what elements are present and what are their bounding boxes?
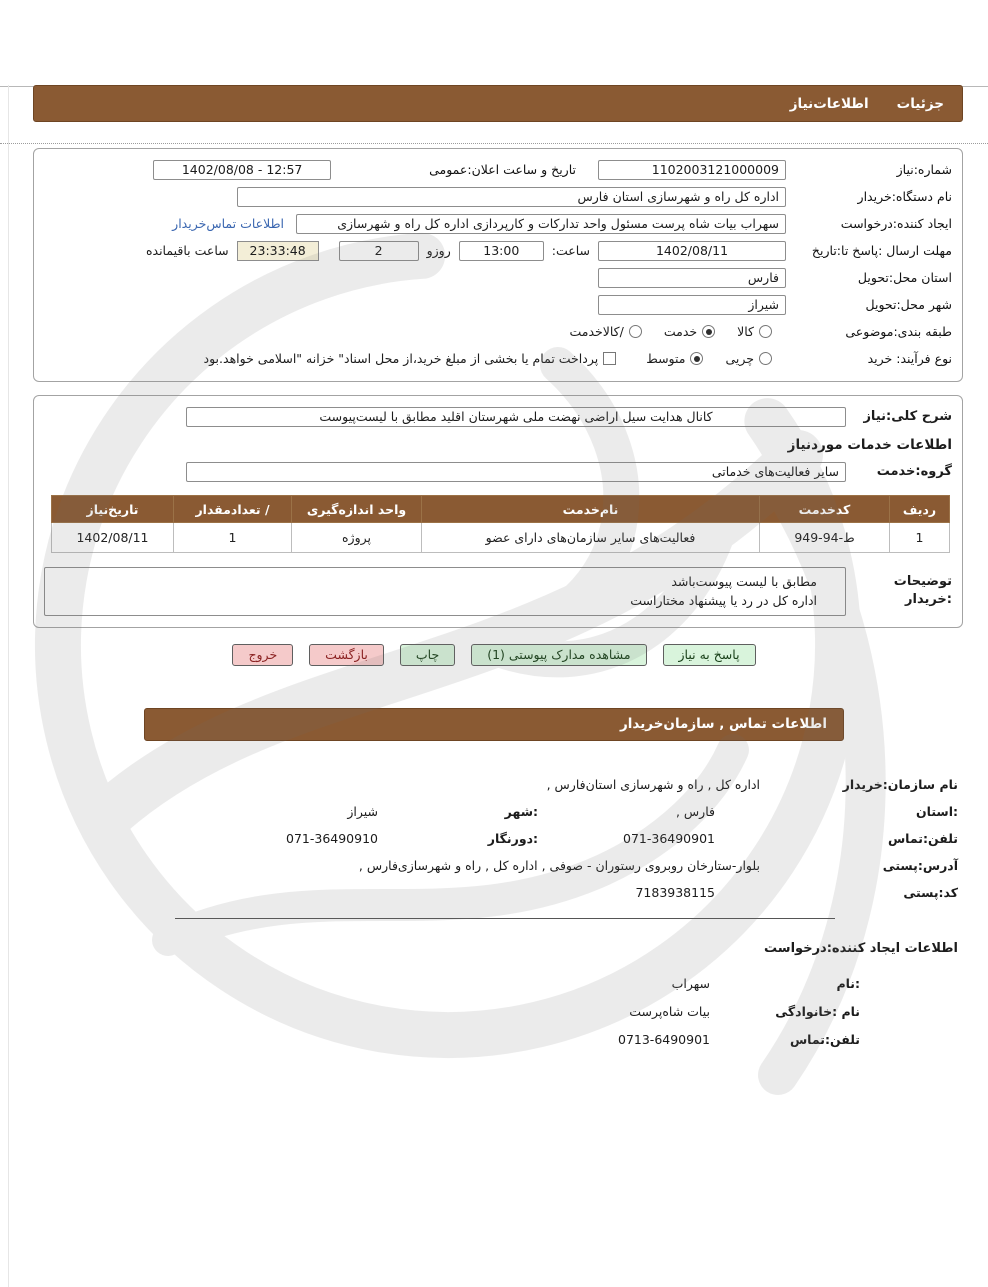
buyer-notes-row — [44, 567, 952, 616]
address-value: بلوار-ستارخان روبروی رستوران - صوفی , اداره کل , راه و شهرسازی‌فارس , — [358, 857, 760, 873]
header-bar — [33, 85, 963, 122]
org-name-label: نام سازمان:خریدار — [842, 776, 958, 792]
request-creator-row — [44, 212, 952, 235]
need-number-row — [44, 158, 952, 181]
buyer-org-field[interactable]: اداره کل راه و شهرسازی استان فارس — [237, 187, 786, 207]
buyer-contact-link[interactable]: اطلاعات تماس‌خریدار — [172, 216, 284, 231]
delivery-province-label: استان محل:تحویل — [857, 270, 952, 285]
col-need-date: تاریخ‌نیاز — [52, 496, 174, 523]
address-label: آدرس:پستی — [882, 857, 958, 873]
radio-option-service[interactable] — [664, 324, 715, 339]
goods-service-radio-icon[interactable] — [629, 325, 642, 338]
treasury-checkbox-label: پرداخت تمام یا بخشی از مبلغ خرید،از محل اسناد" خزانه "اسلامی خواهد.بود — [203, 351, 599, 366]
col-service-code: کدخدمت — [760, 496, 890, 523]
phone-label: تلفن:تماس — [887, 830, 958, 846]
col-row-number: ردیف — [890, 496, 950, 523]
days-label: روزو — [426, 243, 451, 258]
creator-family-value: بیات شاه‌پرست — [629, 1003, 710, 1019]
cell-row-number: 1 — [890, 523, 950, 553]
medium-radio-icon[interactable] — [690, 352, 703, 365]
request-creator-label: ایجاد کننده:درخواست — [840, 216, 952, 231]
fax-value: 071-36490910 — [286, 830, 378, 846]
tab-details[interactable]: جزئیات — [896, 95, 944, 112]
hour-label: ساعت: — [551, 243, 590, 258]
creator-section-heading: اطلاعات ایجاد کننده:درخواست — [764, 940, 958, 956]
need-detail-panel — [33, 395, 963, 628]
need-description-field[interactable]: کانال هدایت سیل اراضی نهضت ملی شهرستان اقلید مطابق با لیست‌پیوست — [186, 407, 846, 427]
need-summary-panel — [33, 148, 963, 382]
days-field[interactable]: 2 — [339, 241, 419, 261]
creator-name-label: :نام — [836, 975, 860, 991]
phone-fax-row — [0, 825, 958, 852]
action-buttons — [0, 644, 988, 666]
cell-service-name: فعالیت‌های سایر سازمان‌های دارای عضو — [422, 523, 760, 553]
buyer-notes-line1: مطابق با لیست پیوست‌باشد — [671, 574, 817, 589]
exit-button[interactable]: خروج — [232, 644, 293, 666]
goods-radio-icon[interactable] — [759, 325, 772, 338]
service-radio-icon[interactable] — [702, 325, 715, 338]
cell-need-date: 1402/08/11 — [52, 523, 174, 553]
buyer-org-row — [44, 185, 952, 208]
city-value: شیراز — [347, 803, 378, 819]
city-label: :شهر — [504, 803, 538, 819]
province-city-row — [0, 798, 958, 825]
tab-need-info[interactable]: اطلاعات‌نیاز — [789, 95, 869, 112]
address-row — [0, 852, 958, 879]
services-table-row — [52, 523, 950, 553]
postal-code-label: کد:پستی — [903, 884, 958, 900]
need-number-field[interactable]: 1102003121000009 — [598, 160, 786, 180]
request-creator-field[interactable]: سهراب بیات شاه پرست مسئول واحد تدارکات و کارپردازی اداره کل راه و شهرسازی — [296, 214, 786, 234]
creator-name-row — [0, 970, 958, 997]
creator-name-value: سهراب — [671, 975, 710, 991]
delivery-city-field[interactable]: شیراز — [598, 295, 786, 315]
section-divider — [175, 918, 835, 919]
col-service-name: نام‌خدمت — [422, 496, 760, 523]
delivery-province-field[interactable]: فارس — [598, 268, 786, 288]
org-name-row — [0, 771, 958, 798]
cell-unit: پروژه — [292, 523, 422, 553]
radio-option-medium[interactable] — [646, 351, 703, 366]
service-group-label: گروه:خدمت — [876, 464, 952, 479]
buyer-contact-header-title: اطلاعات تماس , سازمان‌خریدار — [620, 716, 827, 733]
request-creator-section — [0, 941, 988, 1053]
announce-datetime-field[interactable]: 1402/08/08 - 12:57 — [153, 160, 331, 180]
buyer-org-label: نام دستگاه:خریدار — [857, 189, 952, 204]
services-table — [51, 495, 950, 553]
service-group-field[interactable]: سایر فعالیت‌های خدماتی — [186, 462, 846, 482]
creator-phone-value: 0713-6490901 — [618, 1031, 710, 1047]
service-radio-label: خدمت — [663, 324, 698, 339]
services-table-header-row — [52, 496, 950, 523]
treasury-checkbox-icon[interactable] — [603, 352, 616, 365]
need-description-row — [44, 405, 952, 428]
view-attachments-button[interactable]: مشاهده مدارک پیوستی (1) — [471, 644, 646, 666]
print-button[interactable]: چاپ — [400, 644, 455, 666]
back-button[interactable]: بازگشت — [309, 644, 384, 666]
deadline-label: مهلت ارسال :پاسخ تا:تاریخ — [811, 243, 952, 258]
category-label: طبقه بندی:موضوعی — [845, 324, 952, 339]
respond-button[interactable]: پاسخ به نیاز — [663, 644, 756, 666]
buyer-notes-line2: اداره کل در رد یا پیشنهاد مختاراست — [630, 593, 817, 609]
need-number-label: شماره:نیاز — [896, 162, 952, 177]
creator-family-row — [0, 998, 958, 1025]
radio-option-goods-service[interactable] — [569, 324, 641, 339]
services-heading: اطلاعات خدمات موردنیاز — [787, 437, 952, 453]
org-name-value: اداره کل , راه و شهرسازی استان‌فارس , — [546, 776, 760, 792]
buyer-contact-header — [144, 708, 844, 741]
col-quantity: / تعدادمقدار — [174, 496, 292, 523]
remaining-countdown: 23:33:48 — [237, 241, 319, 261]
delivery-province-row — [44, 266, 952, 289]
process-type-row — [44, 347, 952, 370]
deadline-date-field[interactable]: 1402/08/11 — [598, 241, 786, 261]
treasury-checkbox-option[interactable] — [204, 351, 617, 366]
radio-option-goods[interactable] — [737, 324, 772, 339]
minor-radio-label: چریی — [725, 351, 754, 366]
delivery-city-label: شهر محل:تحویل — [865, 297, 952, 312]
delivery-city-row — [44, 293, 952, 316]
fax-label: :دورنگار — [487, 830, 538, 846]
announce-label: تاریخ و ساعت اعلان:عمومی — [429, 162, 576, 177]
radio-option-minor[interactable] — [725, 351, 772, 366]
creator-phone-row — [0, 1026, 958, 1053]
col-unit: واحد اندازه‌گیری — [292, 496, 422, 523]
postal-code-value: 7183938115 — [635, 884, 715, 900]
province-value: فارس , — [675, 803, 715, 819]
deadline-row — [44, 239, 952, 262]
category-row — [44, 320, 952, 343]
remaining-label: ساعت باقیمانده — [145, 243, 229, 258]
creator-family-label: نام :خانوادگی — [775, 1003, 860, 1019]
cell-service-code: ط-94-949 — [760, 523, 890, 553]
medium-radio-label: متوسط — [646, 351, 686, 366]
deadline-time-field[interactable]: 13:00 — [459, 241, 544, 261]
buyer-notes-label: توضیحات :خریدار — [893, 573, 952, 608]
phone-value: 071-36490901 — [623, 830, 715, 846]
goods-service-radio-label: /کالاخدمت — [569, 324, 624, 339]
province-label: :استان — [915, 803, 958, 819]
postal-code-row — [0, 879, 958, 906]
need-description-label: شرح کلی:نیاز — [863, 409, 952, 424]
minor-radio-icon[interactable] — [759, 352, 772, 365]
service-group-row — [44, 460, 952, 483]
buyer-contact-section — [0, 771, 988, 906]
cell-quantity: 1 — [174, 523, 292, 553]
creator-phone-label: تلفن:تماس — [789, 1031, 860, 1047]
goods-radio-label: کالا — [737, 324, 754, 339]
buyer-notes-field[interactable] — [44, 567, 846, 616]
process-type-label: نوع فرآیند: خرید — [867, 351, 952, 366]
